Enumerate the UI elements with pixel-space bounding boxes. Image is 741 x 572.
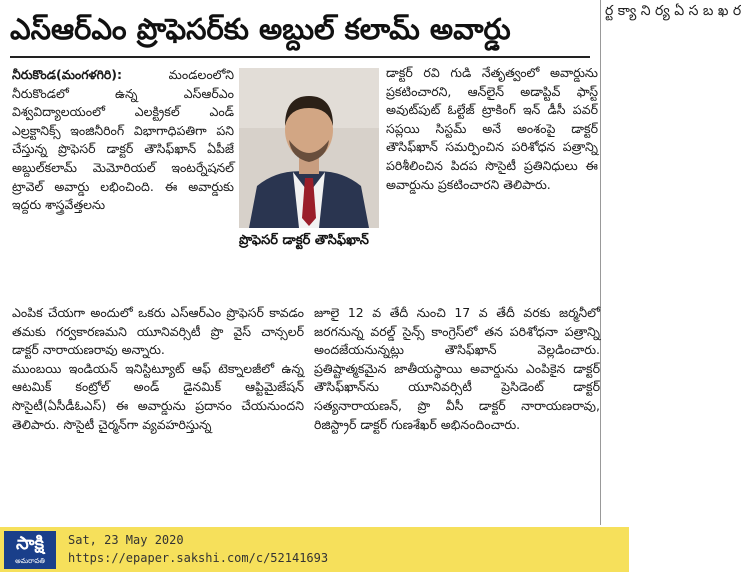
article-paragraph-1 — [12, 66, 234, 215]
edition-date: Sat, 23 May 2020 — [68, 533, 184, 547]
headline-rule — [10, 56, 590, 58]
article-text-2: ఎంపిక చేయగా అందులో ఒకరు ఎస్ఆర్ఎం ప్రొఫెసర్ కావడం తమకు గర్వకారణమని యూనివర్సిటీ ప్రొ వైస్ చాన్సలర్ డాక్టర్ నారాయణరావు అన్నారు. — [12, 305, 304, 358]
dateline: నీరుకొండ(మంగళగిరి): — [12, 67, 123, 82]
footer-bar — [0, 527, 629, 572]
headline: ఎస్‌ఆర్‌ఎం ప్రొఫెసర్‌కు అబ్దుల్ కలామ్ అవార్డు — [10, 12, 511, 46]
article-text-4: ముంబయి ఇండియన్ ఇనిస్టిట్యూట్ ఆఫ్ టెక్నాలజీలో ఉన్న ఆటమిక్ కంట్రోల్ అండ్ డైనమిక్ ఆప్టిమైజేషన్ సొసైటీ(ఏసీడీఓఎస్) ఈ అవార్డును ప్రదానం చేయనుందని తెలిపారు. సొసైటీ చైర్మన్‌గా వ్యవహరిస్తున్న — [12, 360, 304, 432]
article-text-1: మండలంలోని నీరుకొండలో ఉన్న ఎస్ఆర్ఎం విశ్వవిద్యాలయంలో ఎలక్ట్రికల్ ఎండ్ ఎల్రక్టానిక్స్ ఇంజినీరింగ్ విభాగాధిపతిగా పని చేస్తున్న ప్రొఫెసర్ డాక్టర్ తౌసిఫ్‌ఖాన్ ఏపీజే అబ్దుల్‌కలామ్ మెమోరియల్ ఇంటర్నేషనల్ ట్రావెల్ అవార్డు లభించింది. ఈ అవార్డుకు ఇద్దరు శాస్త్రవేత్తలను — [12, 67, 234, 213]
adjacent-article-fragment: ర్ట క్యా ని ర్య ఏ స బ ఖ ర — [600, 0, 634, 525]
sakshi-logo — [4, 531, 56, 569]
source-link[interactable]: https://epaper.sakshi.com/c/52141693 — [68, 551, 329, 565]
article-column-3 — [386, 64, 598, 194]
article-column-bottom-right — [314, 304, 600, 434]
portrait-photo — [239, 68, 379, 228]
article-text-3: డాక్టర్ రవి గుడి నేతృత్వంలో అవార్డును ప్రకటించారని, ఆన్‌లైన్ అడాప్టివ్ ఫాస్ట్ అవుట్‌పుట్ ఓల్టేజ్ ట్రాకింగ్ ఇన్ డీసీ పవర్ సప్లయి సిస్టమ్ అనే అంశంపై డాక్టర్ తౌసిఫ్‌ఖాన్ సమర్పించిన పరిశోధన పత్రాన్ని పరిశీలించిన పిదప సొసైటీ ప్రతినిధులు ఈ అవార్డును ప్రకటించారని తెలిపారు. — [386, 65, 598, 192]
article-column-1-lower — [12, 304, 304, 434]
article-column-1 — [12, 66, 234, 215]
logo-text: సాక్షి — [16, 533, 44, 554]
logo-subtext: అమరావతి — [15, 557, 45, 565]
article-text-5: జూలై 12 వ తేదీ నుంచి 17 వ తేదీ వరకు జర్మనీలో జరగనున్న వరల్డ్ సైన్స్ కాంగ్రెస్‌లో తన పరిశోధనా పత్రాన్ని అందజేయనున్నట్లు తౌసిఫ్‌ఖాన్ వెల్లడించారు. ప్రతిష్టాత్మకమైన జాతీయస్థాయి అవార్డును ఎంపికైన డాక్టర్ తౌసిఫ్‌ఖాన్‌ను యూనివర్సిటీ ప్రెసిడెంట్ డాక్టర్ సత్యనారాయణన్, ప్రొ వీసీ డాక్టర్ నారాయణరావు, రిజిస్ట్రార్ డాక్టర్ గుణశేఖర్ అభినందించారు. — [314, 305, 600, 432]
photo-caption: ప్రొఫెసర్ డాక్టర్ తౌసిఫ్‌ఖాన్ — [239, 233, 369, 248]
